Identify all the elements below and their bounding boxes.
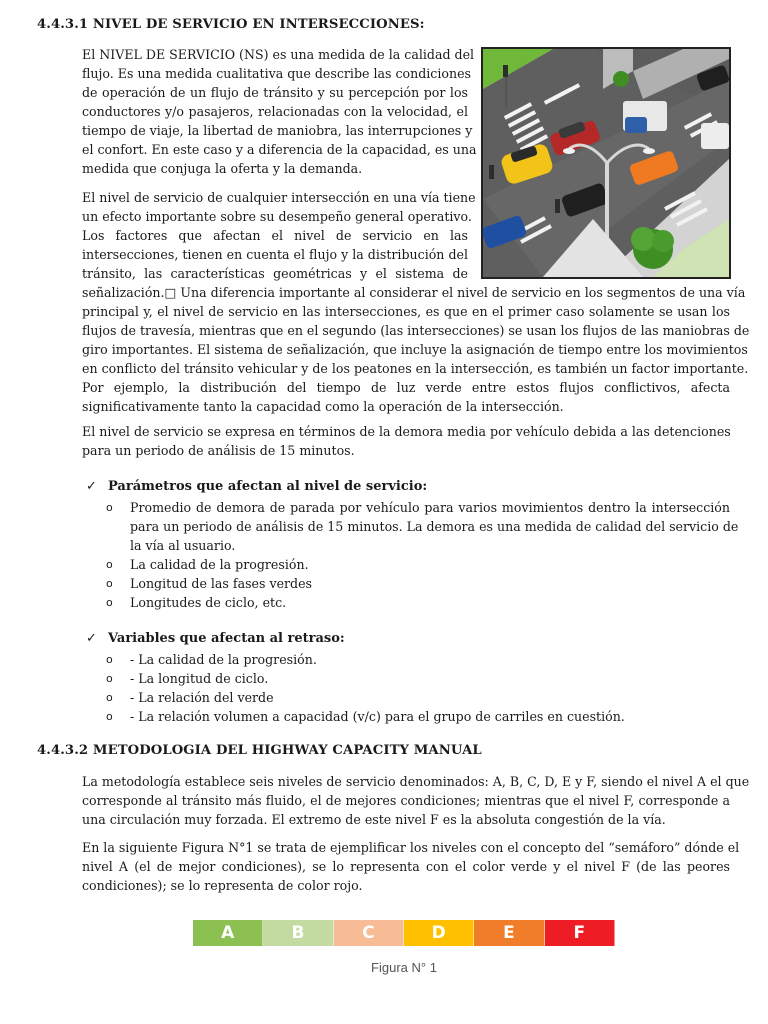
text-line: nivel A (el de mejor condiciones), se lo representa con el color verde y el nivel F (de las peores [82, 859, 730, 874]
text-line: corresponde al tránsito más fluido, el de mejores condiciones; mientras que el nivel F, corresponde a [82, 793, 730, 808]
bullet-icon: o [106, 672, 113, 685]
text-line: el confort. En este caso y a diferencia de la capacidad, es una [82, 142, 477, 157]
bullet-icon: o [106, 501, 113, 514]
text-line: significativamente tanto la capacidad como la operación de la intersección. [82, 399, 564, 414]
list-item-text: Longitud de las fases verdes [130, 576, 313, 591]
text-line: de operación de un flujo de tránsito y su percepción por los [82, 85, 468, 100]
paragraph-nivel-servicio [82, 45, 477, 178]
checklist-heading-parametros [86, 479, 427, 494]
bullet-icon: o [106, 558, 113, 571]
service-level-color-bar [193, 920, 615, 946]
list-item-text: Longitudes de ciclo, etc. [130, 595, 287, 610]
bullet-icon: o [106, 691, 113, 704]
level-f-segment: F [545, 920, 615, 946]
list-item-text: - La relación volumen a capacidad (v/c) para el grupo de carriles en cuestión. [130, 709, 625, 724]
text-line: medida que conjuga la oferta y la demanda. [82, 161, 363, 176]
bullet-icon: o [106, 710, 113, 723]
text-line: un efecto importante sobre su desempeño general operativo. [82, 209, 472, 224]
text-line: tiempo de viaje, la libertad de maniobra, las interrupciones y [82, 123, 473, 138]
text-line: Por ejemplo, la distribución del tiempo de luz verde entre estos flujos conflictivos, afecta [82, 380, 730, 395]
text-line: conductores y/o pasajeros, relacionadas con la velocidad, el [82, 104, 468, 119]
checklist-heading-variables [86, 631, 345, 646]
paragraph-semaforo [82, 838, 740, 895]
text-line: principal y, el nivel de servicio en las intersecciones, es que en el primer caso solamente se usan los [82, 304, 730, 319]
checkmark-icon: ✓ [86, 631, 97, 646]
text-line: intersecciones, tienen en cuenta el flujo y la distribución del [82, 247, 468, 262]
text-line: La metodología establece seis niveles de servicio denominados: A, B, C, D, E y F, siendo el nivel A el que [82, 774, 750, 789]
list-item-text [130, 498, 739, 555]
section-heading-4-4-3-2: 4.4.3.2 METODOLOGIA DEL HIGHWAY CAPACITY MANUAL [37, 743, 482, 758]
level-e-segment: E [474, 920, 544, 946]
text-line: flujo. Es una medida cualitativa que describe las condiciones [82, 66, 471, 81]
bullet-icon: o [106, 596, 113, 609]
intersection-illustration [481, 47, 731, 279]
paragraph-demora [82, 422, 730, 460]
checkmark-icon: ✓ [86, 479, 97, 494]
bullet-icon: o [106, 653, 113, 666]
text-line: El NIVEL DE SERVICIO (NS) es una medida de la calidad del [82, 47, 475, 62]
list-item-text: - La calidad de la progresión. [130, 652, 317, 667]
text-line: Los factores que afectan el nivel de servicio en las [82, 228, 468, 243]
text-line: Promedio de demora de parada por vehículo para varios movimientos dentro la intersección [130, 500, 730, 515]
paragraph-metodologia [82, 772, 750, 829]
paragraph-interseccion-narrow [82, 188, 476, 283]
text-line: para un periodo de análisis de 15 minutos. La demora es una medida de calidad del servicio de [130, 519, 739, 534]
list-item-text: La calidad de la progresión. [130, 557, 309, 572]
level-c-segment: C [334, 920, 404, 946]
text-line: El nivel de servicio de cualquier intersección en una vía tiene [82, 190, 476, 205]
text-line: una circulación muy forzada. El extremo de este nivel F es la absoluta congestión de la vía. [82, 812, 666, 827]
text-line: la vía al usuario. [130, 538, 236, 553]
text-line: condiciones); se lo representa de color rojo. [82, 878, 363, 893]
text-line: tránsito, las características geométricas y el sistema de [82, 266, 468, 281]
level-a-segment: A [193, 920, 263, 946]
text-line: para un periodo de análisis de 15 minutos. [82, 443, 355, 458]
text-line: giro importantes. El sistema de señalización, que incluye la asignación de tiempo entre los movimientos [82, 342, 748, 357]
checklist-title: Variables que afectan al retraso: [108, 631, 345, 646]
text-line: señalización.□ Una diferencia importante al considerar el nivel de servicio en los segmentos de una vía [82, 285, 746, 300]
text-line: El nivel de servicio se expresa en términos de la demora media por vehículo debida a las detenciones [82, 424, 731, 439]
text-line: en conflicto del tránsito vehicular y de los peatones en la intersección, es también un factor importante. [82, 361, 749, 376]
paragraph-interseccion-wide [82, 283, 750, 416]
level-d-segment: D [404, 920, 474, 946]
bullet-icon: o [106, 577, 113, 590]
list-item-text: - La relación del verde [130, 690, 274, 705]
checklist-title: Parámetros que afectan al nivel de servicio: [108, 479, 428, 494]
text-line: flujos de travesía, mientras que en el segundo (las intersecciones) se usan los flujos de las maniobras de [82, 323, 750, 338]
text-line: En la siguiente Figura N°1 se trata de ejemplificar los niveles con el concepto del “semáforo” dónde el [82, 840, 740, 855]
list-item-text: - La longitud de ciclo. [130, 671, 269, 686]
section-heading-4-4-3-1: 4.4.3.1 NIVEL DE SERVICIO EN INTERSECCIONES: [37, 17, 425, 32]
figure-caption: Figura N° 1 [371, 960, 437, 975]
level-b-segment: B [263, 920, 333, 946]
